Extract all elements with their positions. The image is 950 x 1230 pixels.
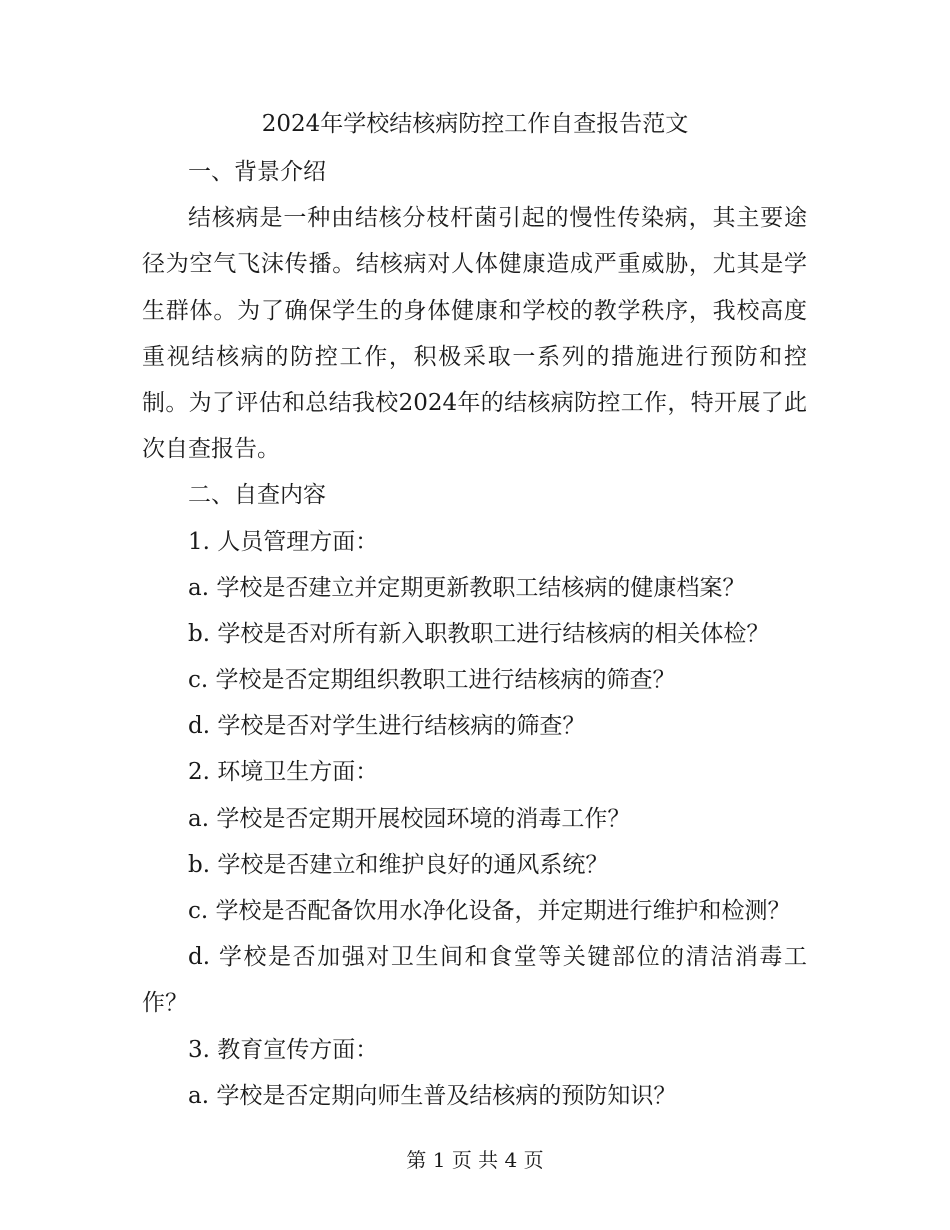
text-line: 结核病是一种由结核分枝杆菌引起的慢性传染病，其主要途	[188, 205, 807, 232]
text-line: d. 学校是否加强对卫生间和食堂等关键部位的清洁消毒工	[188, 944, 807, 971]
text-line: 1. 人员管理方面：	[188, 528, 379, 555]
text-line: 制。为了评估和总结我校2024年的结核病防控工作，特开展了此	[142, 389, 807, 416]
page-footer: 第 1 页 共 4 页	[406, 1148, 544, 1172]
text-line: 次自查报告。	[142, 436, 280, 463]
text-line: b. 学校是否对所有新入职教职工进行结核病的相关体检？	[188, 620, 770, 647]
text-line: 作？	[142, 990, 188, 1017]
document-title: 2024年学校结核病防控工作自查报告范文	[261, 111, 689, 137]
text-line: 2. 环境卫生方面：	[188, 759, 379, 786]
text-line: a. 学校是否建立并定期更新教职工结核病的健康档案？	[188, 574, 746, 601]
document-body	[142, 149, 807, 1119]
text-line: 一、背景介绍	[188, 159, 326, 185]
text-line: c. 学校是否定期组织教职工进行结核病的筛查？	[188, 667, 676, 694]
text-line: a. 学校是否定期向师生普及结核病的预防知识？	[188, 1082, 677, 1109]
text-line: c. 学校是否配备饮用水净化设备，并定期进行维护和检测？	[188, 898, 791, 924]
text-line: a. 学校是否定期开展校园环境的消毒工作？	[188, 805, 631, 832]
text-line: 径为空气飞沫传播。结核病对人体健康造成严重威胁，尤其是学	[142, 251, 807, 278]
text-line: 生群体。为了确保学生的身体健康和学校的教学秩序，我校高度	[142, 297, 807, 324]
text-line: 重视结核病的防控工作，积极采取一系列的措施进行预防和控	[142, 343, 807, 370]
text-line: b. 学校是否建立和维护良好的通风系统？	[188, 851, 609, 878]
text-line: 二、自查内容	[188, 482, 326, 509]
text-line: 3. 教育宣传方面：	[188, 1036, 379, 1063]
text-line: d. 学校是否对学生进行结核病的筛查？	[188, 713, 586, 740]
